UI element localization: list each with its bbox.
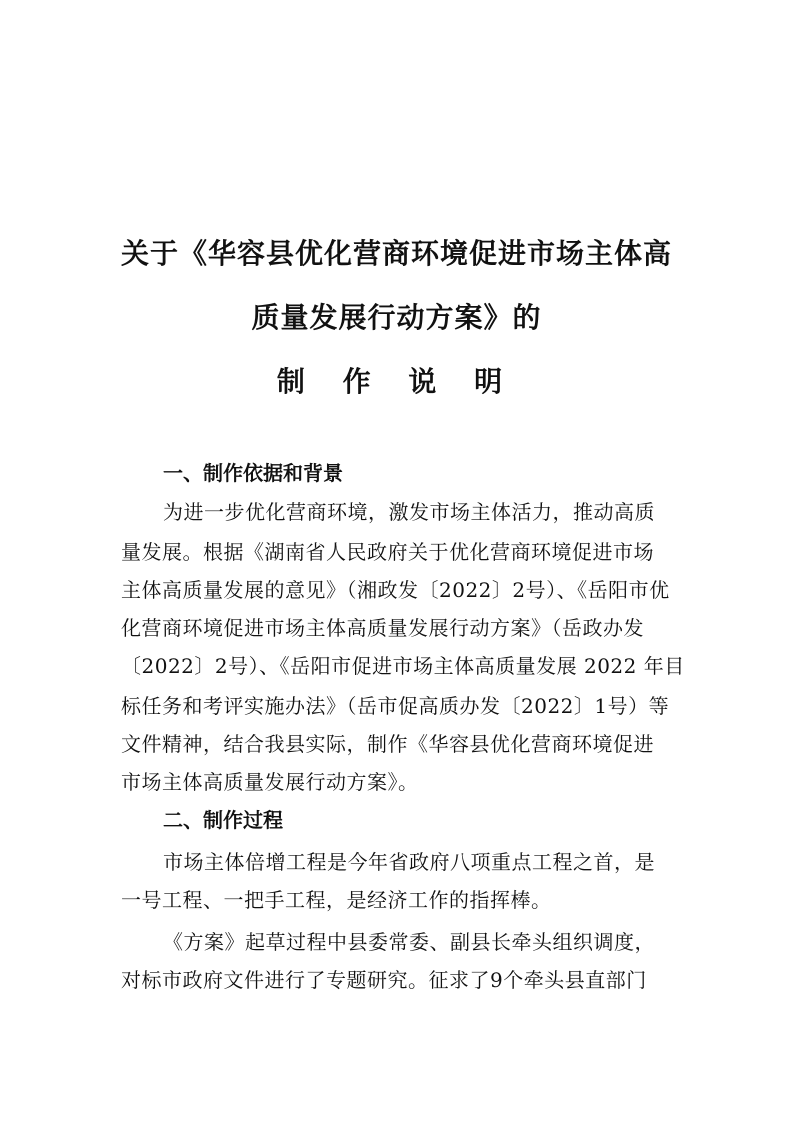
document-title-line-3: 制 作 说 明: [276, 365, 517, 398]
section-1-heading: 一、制作依据和背景: [163, 461, 343, 485]
section-1-line: 市场主体高质量发展行动方案》。: [121, 770, 419, 794]
section-1-line: 化营商环境促进市场主体高质量发展行动方案》（岳政办发: [121, 616, 644, 640]
section-2-line: 《方案》起草过程中县委常委、副县长牵头组织调度，: [163, 930, 655, 954]
document-title-line-2: 质量发展行动方案》的: [251, 301, 542, 334]
section-2-line: 一号工程、一把手工程，是经济工作的指挥棒。: [121, 888, 552, 912]
section-1-line: 为进一步优化营商环境，激发市场主体活力，推动高质: [163, 500, 655, 524]
section-2-heading: 二、制作过程: [163, 808, 283, 832]
section-1-line: 量发展。根据《湖南省人民政府关于优化营商环境促进市场: [121, 540, 654, 564]
section-1-line: 〔2022〕2号）、《岳阳市促进市场主体高质量发展 2022 年目: [121, 654, 685, 678]
section-1-line: 主体高质量发展的意见》（湘政发〔2022〕2号）、《岳阳市优: [121, 578, 670, 602]
section-2-line: 对标市政府文件进行了专题研究。征求了9个牵头县直部门: [121, 968, 647, 992]
section-1-line: 文件精神，结合我县实际，制作《华容县优化营商环境促进: [121, 732, 654, 756]
section-1-line: 标任务和考评实施办法》（岳市促高质办发〔2022〕1号）等: [121, 694, 670, 718]
section-2-line: 市场主体倍增工程是今年省政府八项重点工程之首，是: [163, 850, 655, 874]
document-title-line-1: 关于《华容县优化营商环境促进市场主体高: [120, 237, 672, 270]
